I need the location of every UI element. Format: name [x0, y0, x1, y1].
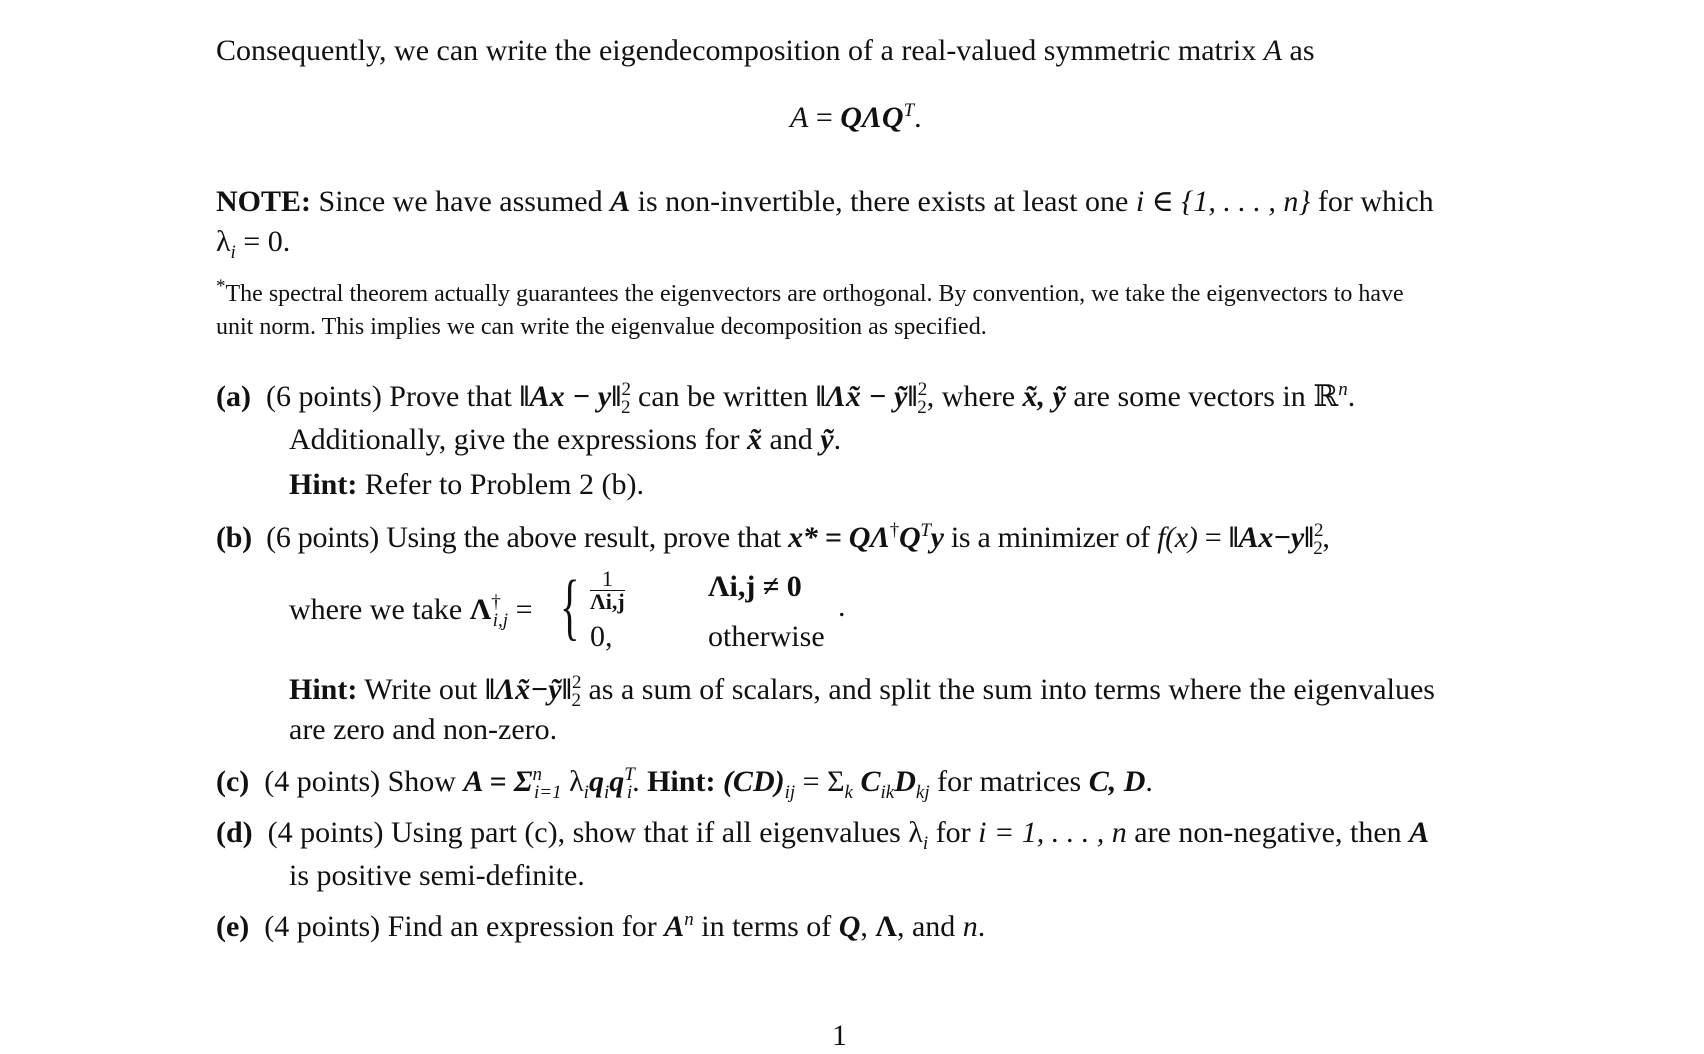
math-sub: i,j	[492, 610, 509, 631]
fraction-numerator: 1	[590, 568, 625, 591]
math-var: A	[664, 910, 685, 943]
hint-label: Hint:	[289, 468, 358, 501]
hint-label: Hint:	[647, 765, 716, 798]
math-sup: n	[1338, 379, 1348, 400]
fraction-denominator: Λi,j	[590, 589, 625, 614]
math-norm: ‖Ax−y‖	[1228, 521, 1314, 554]
part-text: (4 points) Show	[264, 765, 464, 798]
hint-text: Refer to Problem 2 (b).	[357, 468, 644, 501]
intro-line: Consequently, we can write the eigendecomposition of a real-valued symmetric matrix	[216, 34, 1264, 67]
case-condition: Λi,j ≠ 0	[708, 570, 802, 603]
math-sup: n	[684, 909, 694, 930]
part-text: .	[632, 765, 648, 798]
period: .	[838, 590, 846, 623]
part-text: for matrices	[929, 765, 1089, 798]
math-sub: ij	[784, 782, 796, 803]
part-text: can be written	[630, 380, 816, 413]
math-sub: i	[603, 782, 610, 803]
part-text: are some vectors in ℝ	[1065, 380, 1339, 413]
part-b-hint-line-2	[289, 712, 557, 748]
part-text: .	[1145, 765, 1153, 798]
math-lambda: λ	[216, 225, 231, 258]
part-text: (6 points) Using the above result, prove that	[266, 521, 789, 554]
part-text: (6 points) Prove that	[265, 380, 520, 413]
part-label: (d)	[216, 816, 253, 849]
part-text: , where	[926, 380, 1023, 413]
note-text: for which	[1310, 185, 1434, 218]
math-sub: i	[626, 782, 633, 803]
part-e	[216, 909, 985, 945]
left-brace: {	[560, 566, 580, 648]
intro-text	[216, 33, 1315, 69]
math-lambda: Λ	[469, 593, 492, 626]
eq-end: .	[914, 101, 922, 134]
math-func: f(x)	[1157, 521, 1198, 554]
part-label: (b)	[216, 521, 252, 554]
math-sup: †	[889, 520, 899, 541]
math-expr: Q	[898, 521, 921, 554]
math-var: D	[894, 765, 916, 798]
note-text: is non-invertible, there exists at least one	[630, 185, 1136, 218]
part-label: (e)	[216, 910, 250, 943]
part-text: in terms of	[693, 910, 839, 943]
part-text: where we take	[289, 593, 470, 626]
math-var: C	[852, 765, 881, 798]
math-sub: i	[230, 242, 236, 263]
math-lambda: λ	[561, 765, 584, 798]
part-d-line-2	[289, 858, 585, 894]
math-var: Q	[838, 910, 861, 943]
case-condition: otherwise	[708, 620, 825, 653]
math-norm: ‖Λx̃ − ỹ‖	[815, 380, 918, 413]
part-text: ,	[860, 910, 876, 943]
part-text: .	[977, 910, 986, 943]
eq-sign: =	[808, 101, 841, 134]
part-d-line-1	[216, 815, 1430, 854]
part-b-hint: Hint: Write out ‖Λx̃−ỹ‖$^2_2$ as a sum of scalars, and split the sum into terms where the eigenvalues	[289, 672, 1435, 711]
math-set: i ∈ {1, . . . , n}	[1135, 185, 1311, 218]
math-sup: †	[491, 592, 501, 613]
math-var: A	[1409, 816, 1430, 849]
hint-text: are zero and non-zero.	[289, 713, 558, 746]
fraction	[590, 568, 625, 613]
part-text: , and	[896, 910, 963, 943]
math-var: q	[609, 765, 625, 798]
math-sup: n	[532, 764, 543, 785]
eq-lhs: A	[790, 101, 809, 134]
math-lambda: λ	[908, 816, 923, 849]
math-vars: C, D	[1088, 765, 1146, 798]
math-range: i = 1, . . . , n	[978, 816, 1127, 849]
footnote-text: The spectral theorem actually guarantees the eigenvectors are orthogonal. By convention, we take the eigenvectors to have	[225, 281, 1404, 307]
part-text: and	[761, 423, 821, 456]
math-sub: ik	[880, 782, 895, 803]
page-number: 1	[832, 1019, 847, 1052]
math-sub: kj	[915, 782, 930, 803]
footnote-line-2	[216, 309, 987, 345]
part-b-where	[289, 592, 533, 631]
part-text: =	[1197, 521, 1229, 554]
math-sum: = Σ	[795, 765, 845, 798]
footnote-mark: *	[216, 276, 226, 297]
part-text: is a minimizer of	[943, 521, 1158, 554]
intro-tail: as	[1282, 34, 1315, 67]
hint-text: Write out	[357, 673, 485, 706]
part-a-hint	[289, 467, 644, 503]
part-text: (4 points) Using part (c), show that if all eigenvalues	[267, 816, 909, 849]
part-text: .	[1347, 380, 1356, 413]
part-text: are non-negative, then	[1126, 816, 1410, 849]
footnote-text: unit norm. This implies we can write the eigenvalue decomposition as specified.	[216, 314, 987, 340]
part-text: is positive semi-definite.	[289, 859, 585, 892]
part-b-line-1: (b) (6 points) Using the above result, prove that $x* = Q\Lambda^\dagger Q^Ty$ is a minimizer of f(x) = ‖Ax−y‖$^2_2$,	[216, 520, 1330, 559]
math-var: x̃	[746, 423, 762, 456]
math-norm: ‖Ax − y‖	[519, 380, 622, 413]
math-var: Λ	[875, 910, 897, 943]
math-expr: (CD)	[715, 765, 785, 798]
part-text: (4 points) Find an expression for	[264, 910, 665, 943]
math-expr: A = Σ	[463, 765, 533, 798]
math-sup: T	[624, 764, 635, 785]
part-text: ,	[1322, 521, 1330, 554]
math-var: n	[962, 910, 978, 943]
math-sub: i	[583, 782, 589, 803]
part-text: Additionally, give the expressions for	[289, 423, 747, 456]
hint-text: as a sum of scalars, and split the sum into terms where the eigenvalues	[580, 673, 1435, 706]
math-var: ỹ	[820, 423, 834, 456]
math-sub: i=1	[534, 782, 562, 803]
note-text: Since we have assumed	[311, 185, 611, 218]
hint-label: Hint:	[289, 673, 358, 706]
math-sup: T	[920, 520, 931, 541]
part-text: for	[928, 816, 979, 849]
math-sub: k	[844, 782, 853, 803]
eigendecomposition-equation	[790, 100, 922, 136]
part-text: .	[833, 423, 842, 456]
part-c	[216, 764, 1153, 803]
part-a-line-2	[289, 422, 841, 458]
footnote-line-1	[216, 276, 1404, 312]
case-value: 0,	[590, 620, 613, 653]
math-norm: ‖Λx̃−ỹ‖	[484, 673, 572, 706]
note-text: = 0.	[235, 225, 291, 258]
math-var: A	[610, 185, 631, 218]
math-expr: x* = QΛ	[788, 521, 890, 554]
note-label: NOTE:	[216, 185, 312, 218]
note-line-2	[216, 224, 291, 263]
part-label: (c)	[216, 765, 250, 798]
math-var: q	[588, 765, 604, 798]
math-eq: =	[508, 593, 533, 626]
eq-rhs: QΛQ	[840, 101, 904, 134]
note-line-1	[216, 184, 1434, 220]
math-expr: y	[930, 521, 944, 554]
part-a-line-1: (a) (6 points) Prove that ‖Ax − y‖$^2_2$ can be written ‖Λx̃ − ỹ‖$^2_2$, where x̃, ỹ are some vectors in ℝ$^n$.	[216, 379, 1356, 418]
part-label: (a)	[216, 380, 251, 413]
piecewise-definition	[560, 568, 860, 658]
math-sub: i	[922, 833, 929, 854]
math-vars: x̃, ỹ	[1022, 380, 1066, 413]
math-var: A	[1263, 34, 1283, 67]
eq-sup: T	[903, 100, 915, 121]
